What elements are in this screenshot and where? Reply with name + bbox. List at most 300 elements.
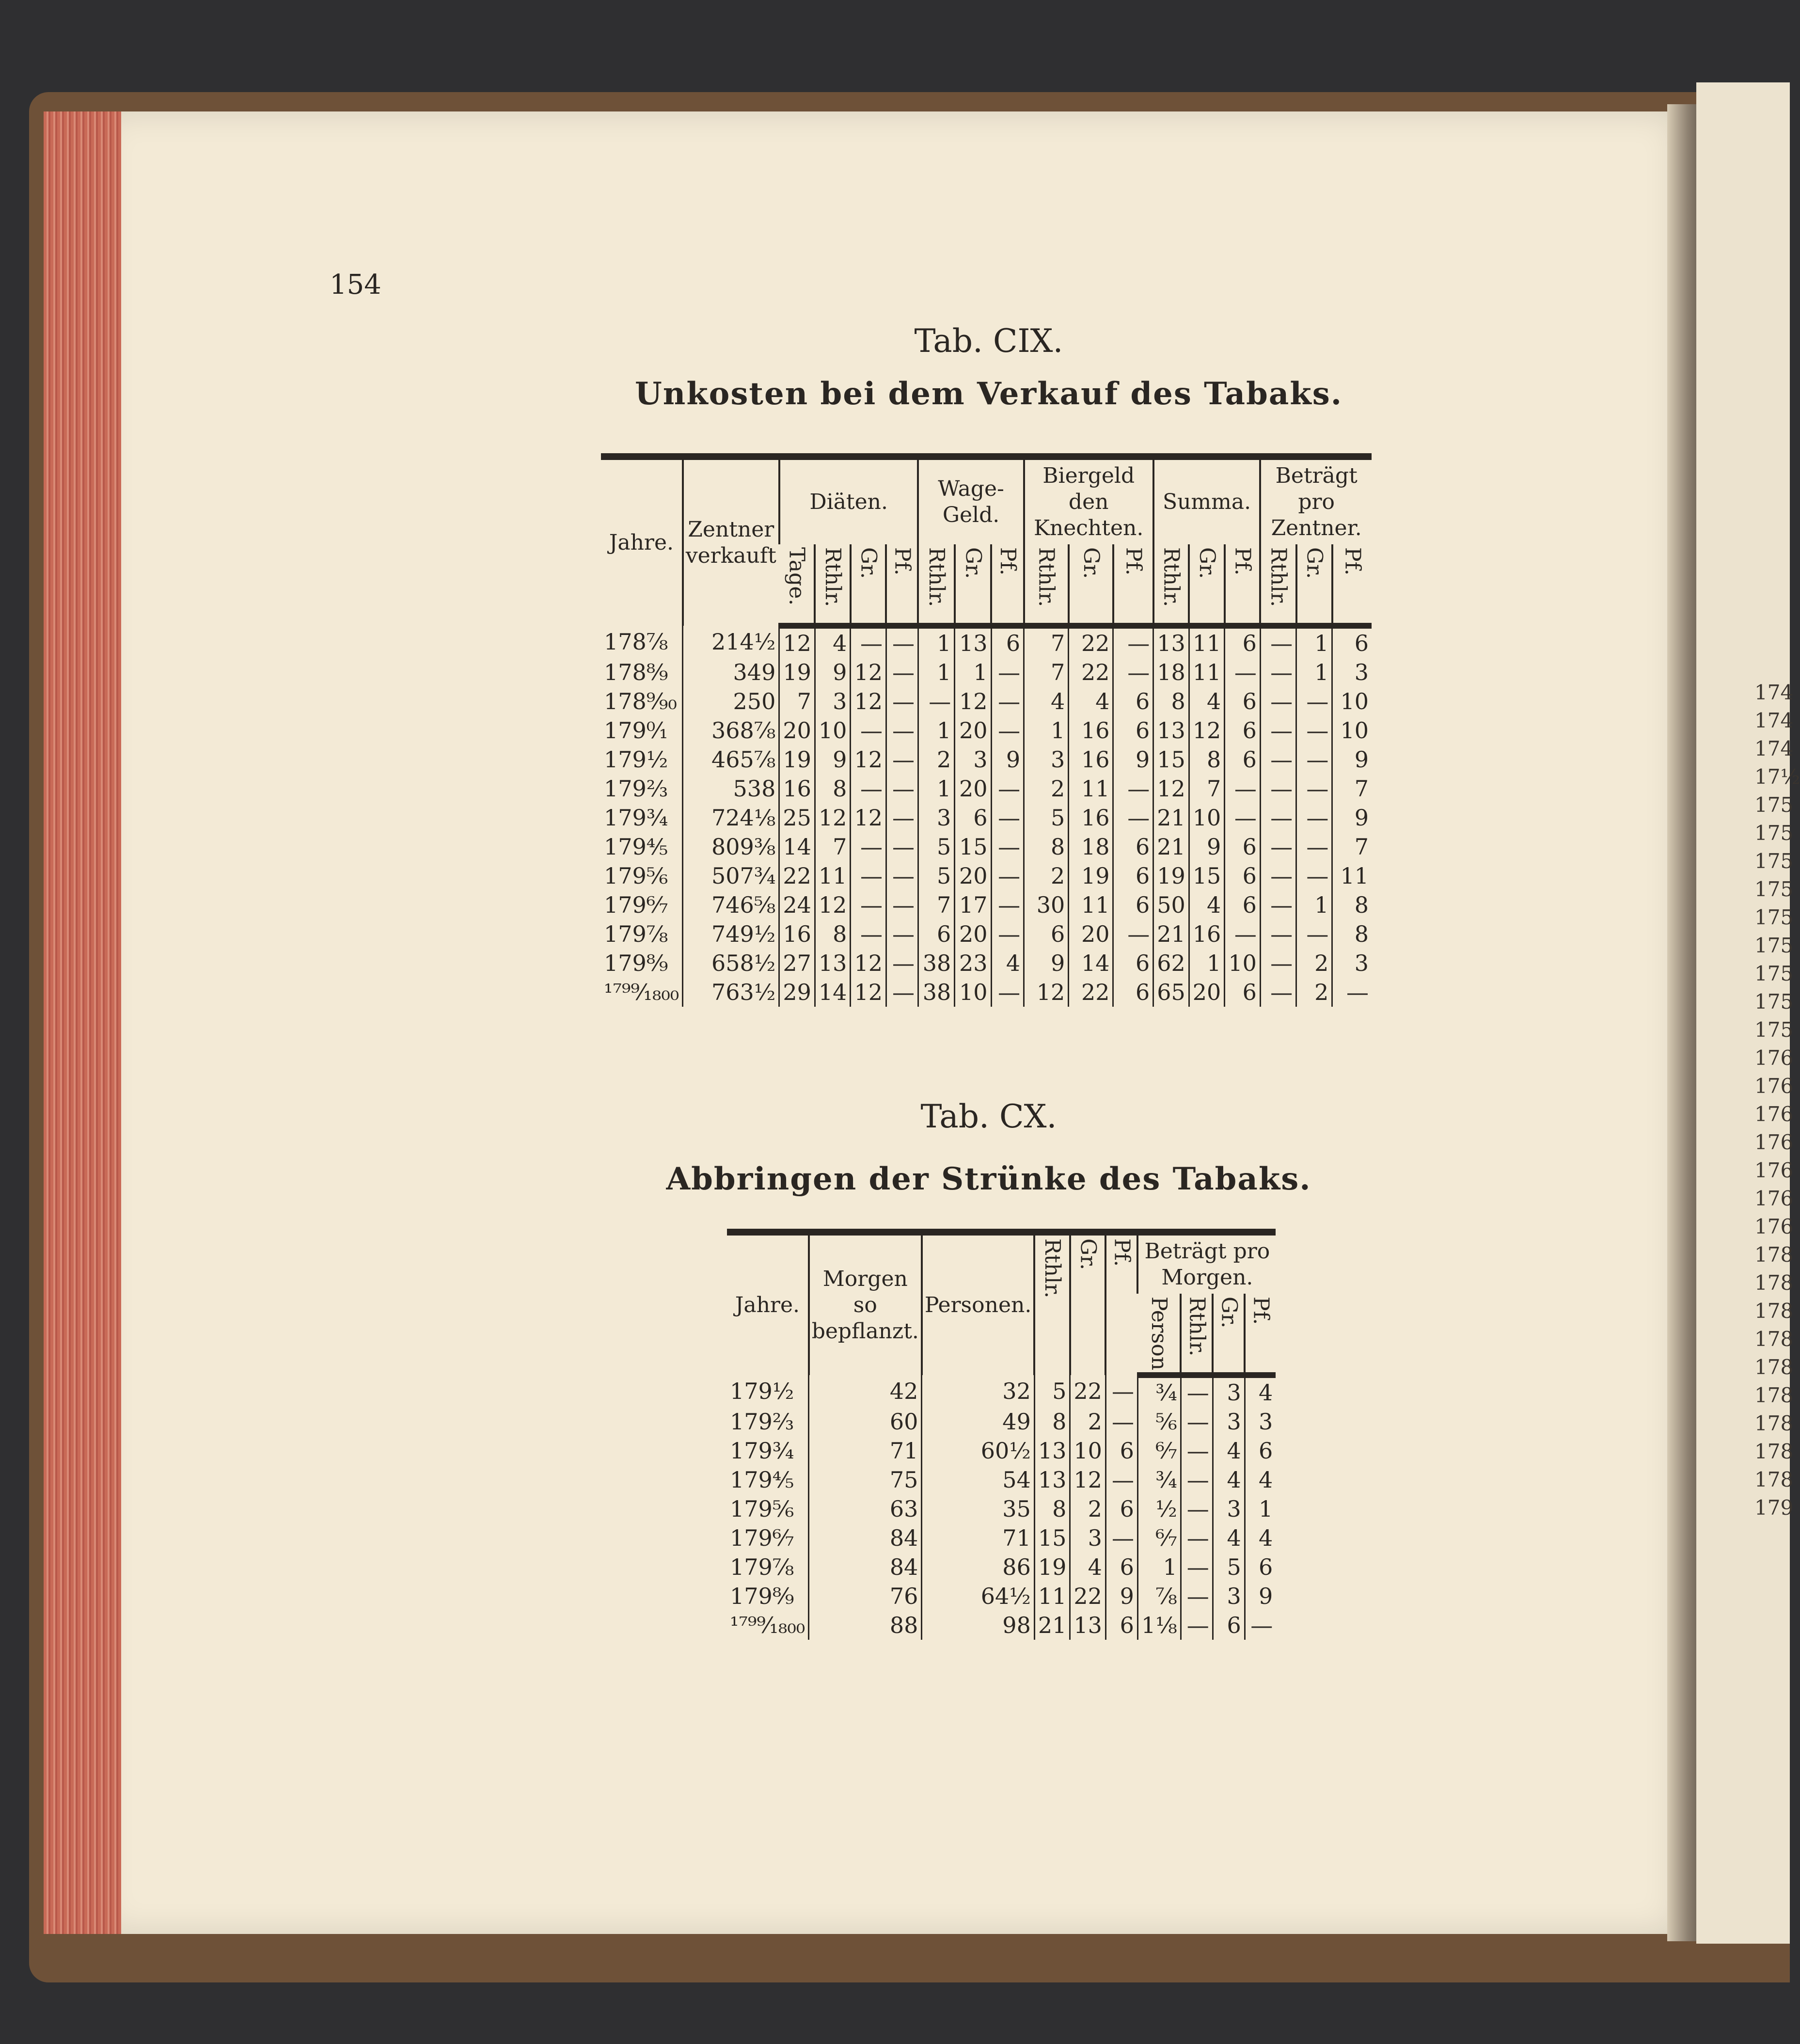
value-cell: 29 xyxy=(779,978,815,1007)
year-cell: 179⁰⁄₁ xyxy=(604,717,668,744)
value-cell: 2 xyxy=(1070,1494,1106,1523)
value-cell: — xyxy=(991,687,1024,716)
value-cell: 1 xyxy=(1296,890,1332,919)
value-cell: — xyxy=(1181,1436,1213,1465)
value-cell: 10 xyxy=(1332,687,1372,716)
value-cell: 25 xyxy=(779,803,815,832)
value-cell: 6 xyxy=(1225,978,1261,1007)
value-cell: 20 xyxy=(955,716,991,745)
value-cell: 13 xyxy=(1153,626,1189,658)
value-cell: — xyxy=(1260,803,1296,832)
value-cell: — xyxy=(1296,745,1332,774)
year-cell: 179⅘ xyxy=(730,1467,794,1493)
value-cell: 27 xyxy=(779,949,815,978)
value-cell: 8 xyxy=(1332,919,1372,949)
value-cell: — xyxy=(1181,1375,1213,1407)
value-cell: 9 xyxy=(815,658,851,687)
value-cell: 6 xyxy=(1113,861,1153,890)
header-morgen: Morgen so bepflanzt. xyxy=(809,1232,922,1375)
value-cell: — xyxy=(1225,803,1261,832)
value-cell: 6 xyxy=(1113,890,1153,919)
year-cell: 178⁸⁄₉ xyxy=(604,659,668,685)
value-cell: 64½ xyxy=(922,1582,1034,1611)
value-cell: 6 xyxy=(955,803,991,832)
year-cell: 179⁸⁄₉ xyxy=(730,1583,794,1609)
value-cell: 3 xyxy=(1245,1407,1276,1436)
table-110 xyxy=(727,1229,1276,1640)
year-cell: 179⅞ xyxy=(730,1554,794,1580)
margin-year: 174 xyxy=(1754,681,1794,704)
value-cell: — xyxy=(886,658,918,687)
value-cell: 4 xyxy=(991,949,1024,978)
value-cell: 2 xyxy=(1024,774,1069,803)
value-cell: 88 xyxy=(809,1611,922,1640)
value-cell: 214½ xyxy=(683,626,779,658)
value-cell: 22 xyxy=(1070,1375,1106,1407)
value-cell: 5 xyxy=(1024,803,1069,832)
value-cell: — xyxy=(1113,919,1153,949)
value-cell: 9 xyxy=(815,745,851,774)
value-cell: 4 xyxy=(1213,1523,1245,1553)
table-row xyxy=(601,716,1372,745)
value-cell: 6 xyxy=(1113,832,1153,861)
header-diaeten: Diäten. xyxy=(779,457,918,544)
value-cell: 6 xyxy=(1225,832,1261,861)
year-cell: 179⁶⁄₇ xyxy=(730,1525,794,1551)
header-betraegt: Beträgt pro Morgen. xyxy=(1137,1232,1276,1294)
value-cell: 11 xyxy=(1069,774,1113,803)
value-cell: 1 xyxy=(918,658,954,687)
value-cell: 2 xyxy=(918,745,954,774)
value-cell: 368⁷⁄₈ xyxy=(683,716,779,745)
value-cell: 12 xyxy=(851,949,886,978)
value-cell: — xyxy=(886,861,918,890)
header-gr: Gr. xyxy=(955,544,991,626)
value-cell: — xyxy=(886,978,918,1007)
year-cell: 179¾ xyxy=(604,805,668,831)
value-cell: 763½ xyxy=(683,978,779,1007)
value-cell: — xyxy=(886,832,918,861)
value-cell: — xyxy=(1260,745,1296,774)
value-cell: 4 xyxy=(1213,1465,1245,1494)
value-cell: 65 xyxy=(1153,978,1189,1007)
value-cell: 1 xyxy=(918,626,954,658)
header-wagegeld: Wage-Geld. xyxy=(918,457,1024,544)
value-cell: 1 xyxy=(1296,658,1332,687)
value-cell: 2 xyxy=(1070,1407,1106,1436)
margin-year: 175 xyxy=(1754,877,1794,901)
value-cell: 20 xyxy=(1189,978,1225,1007)
margin-year: 176 xyxy=(1754,1187,1794,1210)
value-cell: 12 xyxy=(1024,978,1069,1007)
value-cell: — xyxy=(1260,890,1296,919)
value-cell: — xyxy=(1113,658,1153,687)
table-row xyxy=(601,978,1372,1007)
value-cell: 98 xyxy=(922,1611,1034,1640)
margin-year: 175 xyxy=(1754,962,1794,985)
value-cell: 16 xyxy=(779,919,815,949)
table-109-subtitle: Unkosten bei dem Verkauf des Tabaks. xyxy=(634,376,1343,412)
value-cell: 19 xyxy=(1153,861,1189,890)
table-row xyxy=(727,1553,1276,1582)
year-cell: 178⁷⁄₈ xyxy=(604,629,668,655)
value-cell: 6 xyxy=(1105,1553,1137,1582)
value-cell: — xyxy=(1260,832,1296,861)
value-cell: 9 xyxy=(1332,745,1372,774)
margin-year: 17½ xyxy=(1754,765,1800,789)
value-cell: 12 xyxy=(851,745,886,774)
value-cell: — xyxy=(1225,919,1261,949)
value-cell: — xyxy=(1225,774,1261,803)
value-cell: 22 xyxy=(1069,626,1113,658)
header-biergeld: Biergeld den Knechten. xyxy=(1024,457,1153,544)
value-cell: 14 xyxy=(815,978,851,1007)
value-cell: 746⅝ xyxy=(683,890,779,919)
value-cell: — xyxy=(991,803,1024,832)
value-cell: — xyxy=(851,861,886,890)
value-cell: — xyxy=(1181,1407,1213,1436)
year-cell: 179⁶⁄₇ xyxy=(604,892,668,918)
value-cell: 10 xyxy=(815,716,851,745)
value-cell: ⅚ xyxy=(1137,1407,1181,1436)
value-cell: — xyxy=(1296,774,1332,803)
value-cell: 4 xyxy=(1213,1436,1245,1465)
value-cell: 250 xyxy=(683,687,779,716)
value-cell: 17 xyxy=(955,890,991,919)
value-cell: 16 xyxy=(1069,803,1113,832)
value-cell: — xyxy=(1260,861,1296,890)
header-rthlr: Rthlr. xyxy=(1034,1232,1070,1375)
value-cell: — xyxy=(991,774,1024,803)
table-row xyxy=(727,1494,1276,1523)
value-cell: ½ xyxy=(1137,1494,1181,1523)
value-cell: 6 xyxy=(1225,861,1261,890)
value-cell: 3 xyxy=(1213,1494,1245,1523)
value-cell: — xyxy=(1105,1523,1137,1553)
value-cell: 1 xyxy=(1245,1494,1276,1523)
value-cell: 9 xyxy=(1113,745,1153,774)
value-cell: 6 xyxy=(1113,978,1153,1007)
value-cell: 10 xyxy=(955,978,991,1007)
value-cell: 19 xyxy=(1034,1553,1070,1582)
value-cell: 10 xyxy=(1070,1436,1106,1465)
value-cell: 7 xyxy=(1024,626,1069,658)
value-cell: 13 xyxy=(955,626,991,658)
value-cell: 3 xyxy=(1024,745,1069,774)
header-personen: Personen. xyxy=(922,1232,1034,1375)
value-cell: 49 xyxy=(922,1407,1034,1436)
value-cell: 3 xyxy=(918,803,954,832)
header-gr: Gr. xyxy=(1070,1232,1106,1375)
header-rthlr: Rthlr. xyxy=(1260,544,1296,626)
value-cell: 6 xyxy=(918,919,954,949)
margin-year: 178 xyxy=(1754,1383,1794,1407)
value-cell: 71 xyxy=(922,1523,1034,1553)
value-cell: — xyxy=(886,919,918,949)
value-cell: — xyxy=(851,716,886,745)
year-cell: 179¾ xyxy=(730,1438,794,1464)
value-cell: 6 xyxy=(1105,1611,1137,1640)
header-rthlr: Rthlr. xyxy=(815,544,851,626)
value-cell: ¾ xyxy=(1137,1375,1181,1407)
value-cell: 9 xyxy=(1105,1582,1137,1611)
value-cell: 13 xyxy=(1070,1611,1106,1640)
value-cell: 4 xyxy=(815,626,851,658)
header-pf: Pf. xyxy=(1332,544,1372,626)
value-cell: 4 xyxy=(1245,1375,1276,1407)
value-cell: 8 xyxy=(1332,890,1372,919)
margin-year: 176 xyxy=(1754,1215,1794,1238)
value-cell: — xyxy=(1296,861,1332,890)
margin-year: 178 xyxy=(1754,1355,1794,1379)
table-row xyxy=(601,658,1372,687)
header-rthlr: Rthlr. xyxy=(1181,1294,1213,1375)
value-cell: 12 xyxy=(851,687,886,716)
table-row xyxy=(601,626,1372,658)
value-cell: 76 xyxy=(809,1582,922,1611)
value-cell: — xyxy=(1296,803,1332,832)
value-cell: 465⁷⁄₈ xyxy=(683,745,779,774)
value-cell: 15 xyxy=(1034,1523,1070,1553)
value-cell: 1 xyxy=(918,774,954,803)
header-summa: Summa. xyxy=(1153,457,1261,544)
value-cell: — xyxy=(851,919,886,949)
margin-year: 178 xyxy=(1754,1440,1794,1463)
value-cell: — xyxy=(886,803,918,832)
value-cell: 6 xyxy=(1225,687,1261,716)
header-gr: Gr. xyxy=(1296,544,1332,626)
value-cell: — xyxy=(991,890,1024,919)
value-cell: — xyxy=(1113,803,1153,832)
value-cell: 13 xyxy=(1034,1465,1070,1494)
value-cell: 86 xyxy=(922,1553,1034,1582)
value-cell: — xyxy=(851,890,886,919)
margin-year: 175 xyxy=(1754,793,1794,817)
value-cell: 11 xyxy=(1189,626,1225,658)
value-cell: 3 xyxy=(1070,1523,1106,1553)
value-cell: 1 xyxy=(1137,1553,1181,1582)
year-cell: 179⅞ xyxy=(604,921,668,947)
page-number: 154 xyxy=(330,269,381,301)
header-pf: Pf. xyxy=(1225,544,1261,626)
value-cell: — xyxy=(1113,774,1153,803)
table-row xyxy=(601,890,1372,919)
value-cell: 84 xyxy=(809,1553,922,1582)
table-row xyxy=(601,861,1372,890)
value-cell: 16 xyxy=(1069,716,1113,745)
table-109 xyxy=(601,453,1372,1007)
value-cell: 2 xyxy=(1296,949,1332,978)
value-cell: 6 xyxy=(1113,687,1153,716)
value-cell: 507¾ xyxy=(683,861,779,890)
value-cell: 1 xyxy=(918,716,954,745)
value-cell: 349 xyxy=(683,658,779,687)
year-cell: 179⅘ xyxy=(604,834,668,860)
header-gr: Gr. xyxy=(1189,544,1225,626)
value-cell: — xyxy=(991,658,1024,687)
table-row xyxy=(601,745,1372,774)
table-110-title: Tab. CX. xyxy=(920,1098,1057,1135)
value-cell: 6 xyxy=(1225,626,1261,658)
value-cell: 9 xyxy=(1189,832,1225,861)
value-cell: 38 xyxy=(918,949,954,978)
value-cell: 9 xyxy=(991,745,1024,774)
header-gr: Gr. xyxy=(851,544,886,626)
value-cell: — xyxy=(918,687,954,716)
value-cell: 2 xyxy=(1296,978,1332,1007)
year-cell: 179⁸⁄₉ xyxy=(604,950,668,976)
value-cell: 30 xyxy=(1024,890,1069,919)
margin-year: 174 xyxy=(1754,737,1794,761)
value-cell: 63 xyxy=(809,1494,922,1523)
value-cell: 62 xyxy=(1153,949,1189,978)
year-cell: 179⅚ xyxy=(730,1496,794,1522)
value-cell: 3 xyxy=(1332,949,1372,978)
value-cell: — xyxy=(1260,687,1296,716)
value-cell: 8 xyxy=(1034,1494,1070,1523)
margin-year: 178 xyxy=(1754,1271,1794,1295)
value-cell: — xyxy=(1181,1553,1213,1582)
value-cell: 2 xyxy=(1024,861,1069,890)
table-row xyxy=(601,919,1372,949)
header-gr: Gr. xyxy=(1069,544,1113,626)
table-row xyxy=(727,1582,1276,1611)
header-rthlr: Rthlr. xyxy=(1024,544,1069,626)
value-cell: 5 xyxy=(918,832,954,861)
value-cell: 4 xyxy=(1024,687,1069,716)
value-cell: 7 xyxy=(1332,774,1372,803)
margin-year: 176 xyxy=(1754,1102,1794,1126)
margin-year: 176 xyxy=(1754,1130,1794,1154)
value-cell: — xyxy=(1225,658,1261,687)
value-cell: 11 xyxy=(1069,890,1113,919)
header-jahre: Jahre. xyxy=(727,1232,809,1375)
value-cell: 21 xyxy=(1153,803,1189,832)
value-cell: 12 xyxy=(851,658,886,687)
margin-year: 176 xyxy=(1754,1158,1794,1182)
value-cell: 12 xyxy=(851,803,886,832)
margin-year: 175 xyxy=(1754,1018,1794,1042)
value-cell: — xyxy=(886,716,918,745)
value-cell: — xyxy=(1181,1523,1213,1553)
table-row xyxy=(727,1407,1276,1436)
value-cell: 20 xyxy=(779,716,815,745)
value-cell: 749½ xyxy=(683,919,779,949)
value-cell: ⅞ xyxy=(1137,1582,1181,1611)
margin-year: 179 xyxy=(1754,1496,1794,1520)
value-cell: 7 xyxy=(779,687,815,716)
value-cell: 15 xyxy=(955,832,991,861)
header-gr: Gr. xyxy=(1213,1294,1245,1375)
value-cell: — xyxy=(1105,1465,1137,1494)
value-cell: 3 xyxy=(955,745,991,774)
value-cell: 71 xyxy=(809,1436,922,1465)
margin-year: 178 xyxy=(1754,1299,1794,1323)
value-cell: 4 xyxy=(1189,687,1225,716)
value-cell: 21 xyxy=(1034,1611,1070,1640)
value-cell: 12 xyxy=(815,803,851,832)
margin-year: 175 xyxy=(1754,821,1794,845)
value-cell: — xyxy=(1296,919,1332,949)
value-cell: 1 xyxy=(1189,949,1225,978)
value-cell: 6 xyxy=(1245,1436,1276,1465)
margin-year: 178 xyxy=(1754,1243,1794,1267)
value-cell: 75 xyxy=(809,1465,922,1494)
value-cell: 7 xyxy=(1024,658,1069,687)
value-cell: 5 xyxy=(1213,1553,1245,1582)
year-cell: 179⅚ xyxy=(604,863,668,889)
header-zentner: Zentner verkauft xyxy=(683,457,779,626)
value-cell: 8 xyxy=(1034,1407,1070,1436)
value-cell: — xyxy=(1260,626,1296,658)
value-cell: 6 xyxy=(1213,1611,1245,1640)
value-cell: — xyxy=(1332,978,1372,1007)
value-cell: 12 xyxy=(1153,774,1189,803)
value-cell: 10 xyxy=(1189,803,1225,832)
value-cell: 538 xyxy=(683,774,779,803)
value-cell: 1 xyxy=(1024,716,1069,745)
value-cell: — xyxy=(1296,832,1332,861)
header-pf: Pf. xyxy=(1105,1232,1137,1375)
value-cell: 13 xyxy=(1034,1436,1070,1465)
header-betraegt: Beträgt pro Zentner. xyxy=(1260,457,1372,544)
value-cell: 13 xyxy=(1153,716,1189,745)
value-cell: — xyxy=(886,890,918,919)
value-cell: — xyxy=(886,745,918,774)
value-cell: — xyxy=(851,626,886,658)
value-cell: — xyxy=(1260,919,1296,949)
value-cell: 6 xyxy=(1225,745,1261,774)
value-cell: 9 xyxy=(1332,803,1372,832)
value-cell: 809⅜ xyxy=(683,832,779,861)
value-cell: 6 xyxy=(1113,716,1153,745)
value-cell: 16 xyxy=(779,774,815,803)
value-cell: 19 xyxy=(779,658,815,687)
value-cell: 5 xyxy=(1034,1375,1070,1407)
value-cell: 1⅛ xyxy=(1137,1611,1181,1640)
value-cell: 14 xyxy=(1069,949,1113,978)
header-pf: Pf. xyxy=(991,544,1024,626)
table-row xyxy=(727,1375,1276,1407)
value-cell: 18 xyxy=(1153,658,1189,687)
value-cell: — xyxy=(1181,1465,1213,1494)
value-cell: 84 xyxy=(809,1523,922,1553)
value-cell: 6 xyxy=(1225,716,1261,745)
value-cell: 7 xyxy=(815,832,851,861)
year-cell: 179½ xyxy=(604,746,668,773)
value-cell: 12 xyxy=(815,890,851,919)
header-pf: Pf. xyxy=(1245,1294,1276,1375)
table-row xyxy=(727,1465,1276,1494)
value-cell: 54 xyxy=(922,1465,1034,1494)
value-cell: 19 xyxy=(779,745,815,774)
margin-year: 175 xyxy=(1754,849,1794,873)
right-page xyxy=(1696,82,1800,1944)
value-cell: 11 xyxy=(815,861,851,890)
value-cell: 1 xyxy=(1296,626,1332,658)
table-row xyxy=(727,1611,1276,1640)
value-cell: 6 xyxy=(1024,919,1069,949)
value-cell: 13 xyxy=(815,949,851,978)
value-cell: ¾ xyxy=(1137,1465,1181,1494)
margin-year: 175 xyxy=(1754,934,1794,957)
value-cell: — xyxy=(991,716,1024,745)
margin-year: 176 xyxy=(1754,1074,1794,1098)
value-cell: 42 xyxy=(809,1375,922,1407)
year-cell: 178⁹⁄₉₀ xyxy=(604,688,677,714)
value-cell: — xyxy=(991,919,1024,949)
value-cell: 4 xyxy=(1245,1523,1276,1553)
